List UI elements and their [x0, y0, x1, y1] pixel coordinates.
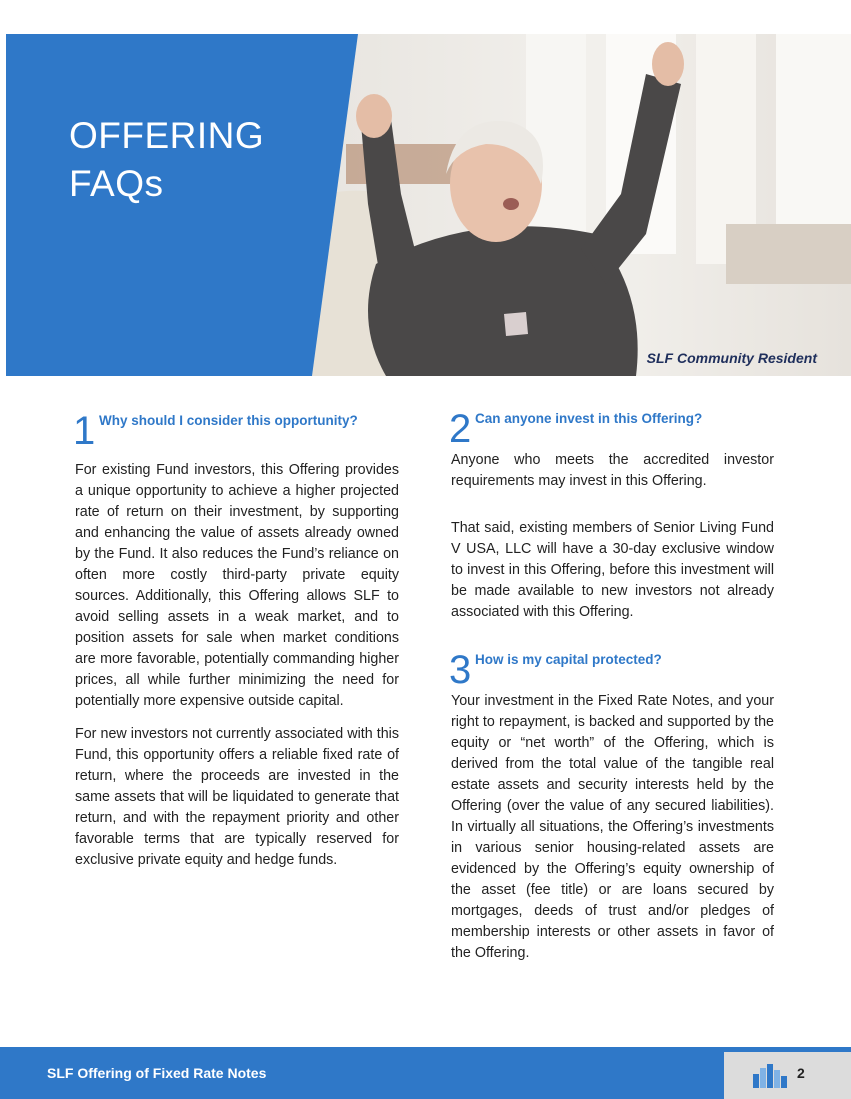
faq-answer-paragraph: Anyone who meets the accredited investor requirements may invest in this Offering. — [451, 452, 774, 489]
hero-banner — [6, 34, 851, 376]
faq-answer-paragraph: For new investors not currently associated with this Fund, this opportunity offers a reliable fixed rate of return, where the proceeds are invested in the same assets that will be liquidated to generate that return, and with the repayment priority and other favorable terms that are typically reserved for exclusive private equity and hedge funds. — [75, 726, 399, 868]
page-number-box — [724, 1052, 851, 1099]
faq-question-3 — [451, 649, 774, 691]
page-footer — [0, 1047, 851, 1099]
faq-question-text: Why should I consider this opportunity? — [99, 413, 358, 428]
faq-question-text: How is my capital protected? — [475, 652, 662, 667]
faq-question-text: Can anyone invest in this Offering? — [475, 411, 703, 426]
page-number: 2 — [797, 1065, 805, 1081]
faq-answer-paragraph: Your investment in the Fixed Rate Notes, and your right to repayment, is backed and supported by the equity or “net worth” of the Offering, which is derived from the total value of the tangible real estate assets and security interests held by the Offering (over the value of any secured liabilities). In virtually all situations, the Offering’s investments in various senior housing-related assets are evidenced by the Offering’s equity ownership of the asset (fee title) or are loans secured by mortgages, deeds of trust and/or pledges of membership interests or other assets in favor of the Offering. — [451, 693, 774, 961]
faq-number: 3 — [449, 648, 472, 692]
faq-question-2 — [451, 408, 774, 450]
faq-answer-paragraph: That said, existing members of Senior Living Fund V USA, LLC will have a 30-day exclusive window to invest in this Offering, before this investment will be made available to new investors not already associated with this Offering. — [451, 520, 774, 620]
building-bars-icon — [752, 1062, 788, 1088]
faq-column-left — [75, 410, 399, 883]
photo-caption: SLF Community Resident — [646, 350, 817, 366]
faq-number: 2 — [449, 407, 472, 451]
faq-answer-paragraph: For existing Fund investors, this Offering provides a unique opportunity to achieve a higher projected rate of return on their investment, by supporting and enhancing the value of assets already owned by the Fund. It also reduces the Fund’s reliance on often more costly third-party private equity sources. Additionally, this Offering allows SLF to avoid selling assets in a weak market, and to position assets for sale when market conditions are more favorable, potentially commanding higher prices, all while further minimizing the need for potentially more expensive outside capital. — [75, 462, 399, 709]
footer-title: SLF Offering of Fixed Rate Notes — [47, 1065, 267, 1081]
page-title-line1: OFFERING — [69, 115, 265, 156]
faq-number: 1 — [73, 409, 96, 453]
page-title-line2: FAQs — [69, 163, 164, 204]
page-title — [69, 112, 299, 208]
faq-question-1 — [75, 410, 399, 452]
faq-column-right — [451, 408, 774, 976]
